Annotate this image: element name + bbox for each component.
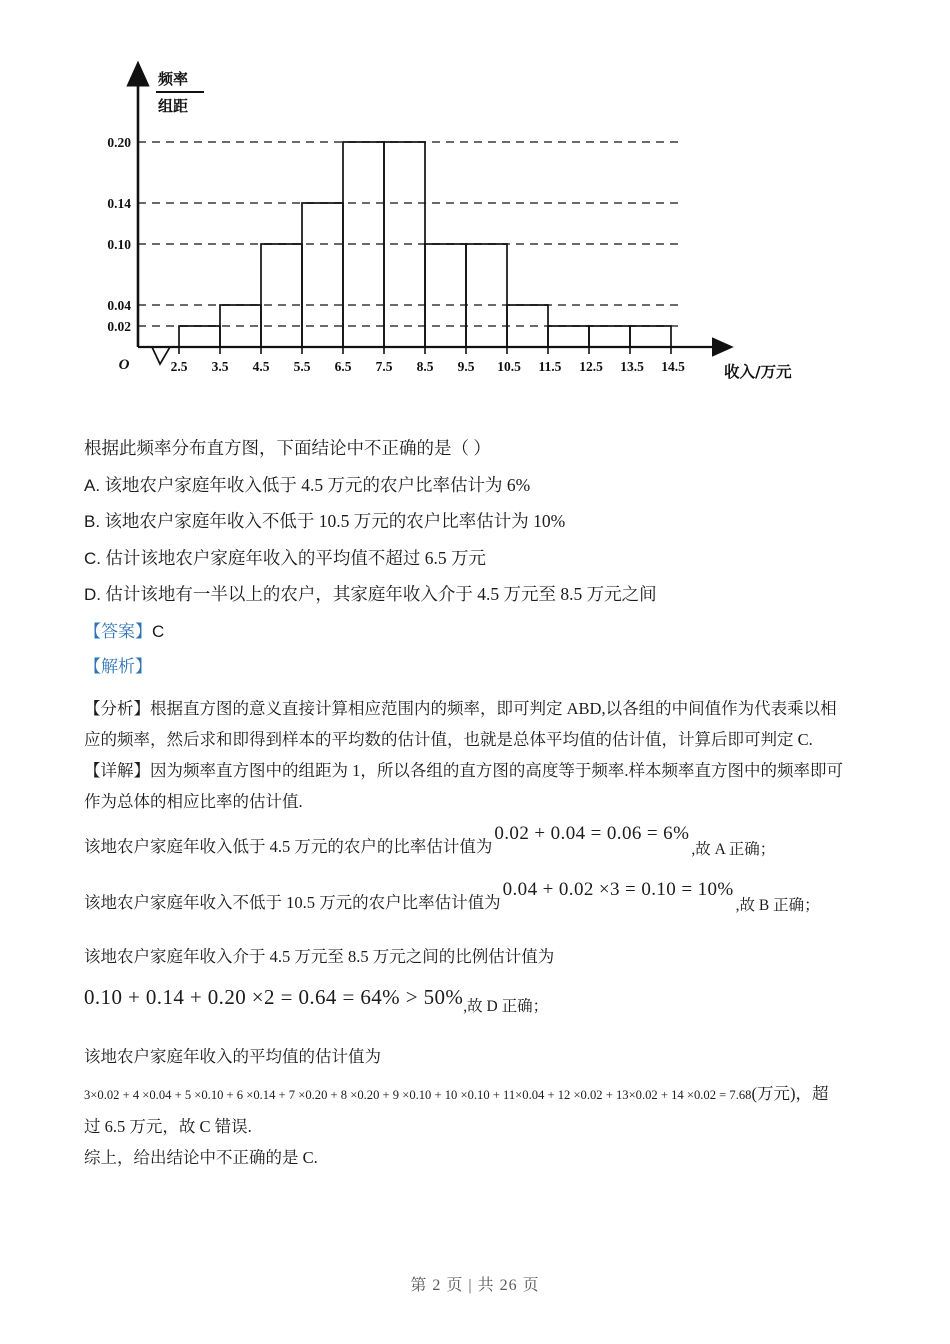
bar-11.5-12.5 xyxy=(548,326,589,347)
gridlines xyxy=(138,142,684,326)
x-tick-label: 3.5 xyxy=(211,359,229,374)
x-tick-label: 10.5 xyxy=(497,359,521,374)
document-body xyxy=(84,440,884,1173)
step-a-lead: 该地农户家庭年收入低于 4.5 万元的农户的比率估计值为 xyxy=(84,836,493,856)
y-tick-label: 0.20 xyxy=(107,135,131,150)
y-axis-title xyxy=(156,70,204,115)
bar-4.5-5.5 xyxy=(261,244,302,347)
analysis-label: 【解析】 xyxy=(84,656,152,676)
bar-13.5-14.5 xyxy=(630,326,671,347)
page-footer: 第 2 页 | 共 26 页 xyxy=(410,1277,540,1294)
y-tick-labels xyxy=(107,135,131,334)
bar-9.5-10.5 xyxy=(466,244,507,347)
y-tick-label: 0.02 xyxy=(107,319,131,334)
x-tick-labels xyxy=(171,359,686,374)
step-b-lead: 该地农户家庭年收入不低于 10.5 万元的农户比率估计值为 xyxy=(84,892,501,912)
answer-value: C xyxy=(152,621,165,641)
frequency-histogram-figure xyxy=(86,52,826,392)
fenxi-text-1: 根据直方图的意义直接计算相应范围内的频率，即可判定 ABD,以各组的中间值作为代表乘以相 xyxy=(150,698,837,718)
option-a-text: 该地农户家庭年收入低于 4.5 万元的农户比率估计为 6% xyxy=(104,474,531,495)
bar-10.5-11.5 xyxy=(507,305,548,347)
y-tick-label: 0.10 xyxy=(107,237,131,252)
y-tick-label: 0.14 xyxy=(107,196,131,211)
step-b-trail: ,故 B 正确； xyxy=(735,896,820,914)
origin-label: O xyxy=(118,357,130,373)
step-d-lead: 该地农户家庭年收入介于 4.5 万元至 8.5 万元之间的比例估计值为 xyxy=(84,946,555,966)
analysis-xiangjie-line1 xyxy=(84,755,884,786)
analysis-fenxi-line1 xyxy=(84,693,884,724)
bar-12.5-13.5 xyxy=(589,326,630,347)
x-tick-label: 5.5 xyxy=(293,359,311,374)
option-d-tag: D. xyxy=(84,585,101,604)
step-d-row xyxy=(84,982,884,1015)
bar-2.5-3.5 xyxy=(179,326,220,347)
step-a-formula: 0.02 + 0.04 = 0.06 = 6% xyxy=(494,822,690,844)
x-tick-label: 12.5 xyxy=(579,359,603,374)
step-c-trail: 过 6.5 万元，故 C 错误. xyxy=(84,1116,252,1136)
option-c xyxy=(84,547,884,568)
option-b-text: 该地农户家庭年收入不低于 10.5 万元的农户比率估计为 10% xyxy=(104,511,566,531)
step-c-formula-row xyxy=(84,1078,884,1111)
x-tick-label: 6.5 xyxy=(334,359,352,374)
analysis-xiangjie-line2: 作为总体的相应比率的估计值. xyxy=(84,791,303,811)
x-tick-label: 11.5 xyxy=(538,359,562,374)
x-tick-label: 8.5 xyxy=(416,359,434,374)
x-axis-title: 收入/万元 xyxy=(724,363,792,381)
step-a-row xyxy=(84,822,884,863)
step-b-formula: 0.04 + 0.02 ×3 = 0.10 = 10% xyxy=(502,878,734,900)
step-c-unit: (万元)，超 xyxy=(751,1083,829,1103)
y-axis-title-denominator: 组距 xyxy=(158,97,189,115)
step-d-formula: 0.10 + 0.14 + 0.20 ×2 = 0.64 = 64% > 50% xyxy=(84,984,464,1009)
xiangjie-text-1: 因为频率直方图中的组距为 1，所以各组的直方图的高度等于频率.样本频率直方图中的频率即可 xyxy=(150,760,843,780)
option-d xyxy=(84,586,884,604)
question-stem: 根据此频率分布直方图，下面结论中不正确的是（ ） xyxy=(84,438,491,458)
x-tick-label: 2.5 xyxy=(170,359,188,374)
analysis-fenxi-line2: 应的频率，然后求和即得到样本的平均数的估计值，也就是总体平均值的估计值，计算后即可判定 C. xyxy=(84,729,813,749)
y-axis-title-numerator: 频率 xyxy=(158,70,189,88)
step-c-lead: 该地农户家庭年收入的平均值的估计值为 xyxy=(84,1046,381,1066)
xiangjie-label: 【详解】 xyxy=(84,760,150,780)
y-tick-label: 0.04 xyxy=(107,298,131,313)
option-d-text: 估计该地有一半以上的农户，其家庭年收入介于 4.5 万元至 8.5 万元之间 xyxy=(105,584,657,604)
x-tick-label: 14.5 xyxy=(661,359,685,374)
bar-8.5-9.5 xyxy=(425,244,466,347)
answer-row xyxy=(84,623,884,640)
option-a xyxy=(84,474,884,495)
x-tick-label: 4.5 xyxy=(252,359,270,374)
option-a-tag: A. xyxy=(84,475,101,495)
option-c-tag: C. xyxy=(84,548,101,568)
analysis-conclusion: 综上，给出结论中不正确的是 C. xyxy=(84,1147,318,1167)
option-b xyxy=(84,513,884,531)
analysis-header xyxy=(84,658,884,675)
answer-label: 【答案】 xyxy=(84,621,152,641)
step-c-formula: 3×0.02 + 4 ×0.04 + 5 ×0.10 + 6 ×0.14 + 7 ×0.20 + 8 ×0.20 + 9 ×0.10 + 10 ×0.10 + 11×0.04 + 12 ×0.02 + 13×0.02 + 14 ×0.02 = 7.68 xyxy=(84,1087,752,1102)
x-tick-label: 7.5 xyxy=(375,359,393,374)
step-d-trail: ,故 D 正确； xyxy=(463,997,549,1015)
x-tick-label: 13.5 xyxy=(620,359,644,374)
histogram-svg xyxy=(86,52,826,392)
step-b-row xyxy=(84,878,884,919)
x-tick-label: 9.5 xyxy=(457,359,475,374)
step-a-trail: ,故 A 正确； xyxy=(691,840,776,858)
option-b-tag: B. xyxy=(84,512,101,531)
option-c-text: 估计该地农户家庭年收入的平均值不超过 6.5 万元 xyxy=(105,547,486,568)
fenxi-label: 【分析】 xyxy=(84,698,150,718)
